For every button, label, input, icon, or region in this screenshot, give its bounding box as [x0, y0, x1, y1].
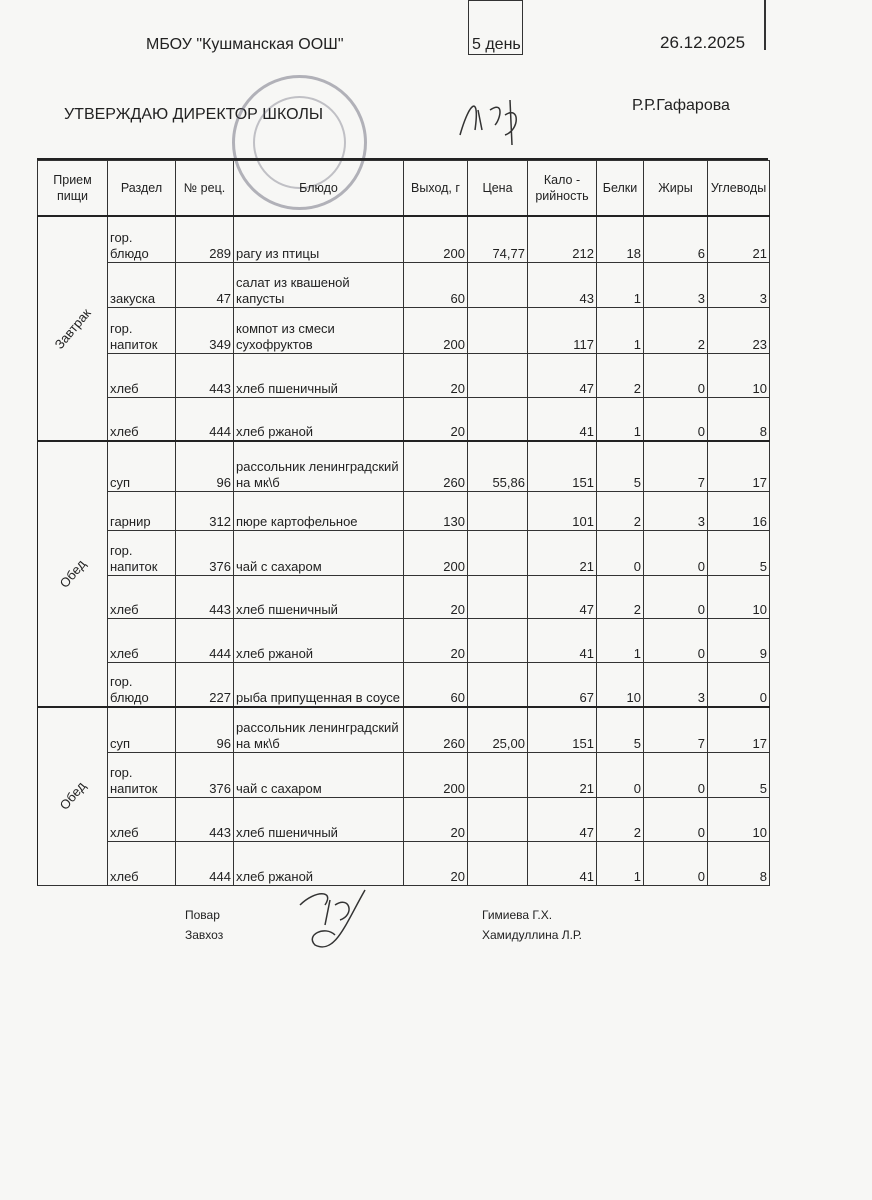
column-header: Прием пищи	[38, 161, 108, 217]
section-cell: гарнир	[108, 491, 176, 530]
section-cell: хлеб	[108, 797, 176, 841]
portion-cell: 60	[404, 262, 468, 307]
dish-cell: пюре картофельное	[234, 491, 404, 530]
section-cell: суп	[108, 707, 176, 752]
cook-label: Повар	[185, 908, 220, 922]
dish-cell: рыба припущенная в соусе	[234, 662, 404, 707]
fat-cell: 0	[644, 575, 708, 618]
section-cell: хлеб	[108, 575, 176, 618]
portion-cell: 60	[404, 662, 468, 707]
cook-signature	[295, 885, 385, 965]
protein-cell: 2	[597, 797, 644, 841]
portion-cell: 200	[404, 216, 468, 262]
portion-cell: 20	[404, 575, 468, 618]
meal-group	[38, 216, 108, 441]
fat-cell: 0	[644, 841, 708, 885]
fat-cell: 0	[644, 797, 708, 841]
portion-cell: 20	[404, 841, 468, 885]
dish-cell: хлеб пшеничный	[234, 353, 404, 397]
fat-cell: 3	[644, 662, 708, 707]
calories-cell: 47	[528, 797, 597, 841]
recipe-number-cell: 444	[176, 397, 234, 441]
column-header: Выход, г	[404, 161, 468, 217]
carbs-cell: 0	[708, 662, 770, 707]
carbs-cell: 21	[708, 216, 770, 262]
meal-group	[38, 441, 108, 707]
table-row	[38, 216, 770, 262]
director-name: Р.Р.Гафарова	[632, 97, 730, 114]
price-cell	[468, 307, 528, 353]
price-cell: 25,00	[468, 707, 528, 752]
section-cell: гор. напиток	[108, 530, 176, 575]
section-cell: гор. блюдо	[108, 216, 176, 262]
protein-cell: 18	[597, 216, 644, 262]
recipe-number-cell: 312	[176, 491, 234, 530]
section-cell: хлеб	[108, 397, 176, 441]
portion-cell: 200	[404, 307, 468, 353]
school-name: МБОУ "Кушманская ООШ"	[146, 36, 344, 53]
table-row	[38, 707, 770, 752]
recipe-number-cell: 444	[176, 841, 234, 885]
carbs-cell: 5	[708, 530, 770, 575]
recipe-number-cell: 376	[176, 752, 234, 797]
protein-cell: 10	[597, 662, 644, 707]
section-cell: суп	[108, 441, 176, 491]
protein-cell: 0	[597, 530, 644, 575]
section-cell: закуска	[108, 262, 176, 307]
dish-cell: салат из квашеной капусты	[234, 262, 404, 307]
dish-cell: хлеб пшеничный	[234, 797, 404, 841]
protein-cell: 2	[597, 491, 644, 530]
section-cell: хлеб	[108, 841, 176, 885]
calories-cell: 47	[528, 575, 597, 618]
table-row	[38, 841, 770, 885]
protein-cell: 2	[597, 353, 644, 397]
manager-name: Хамидуллина Л.Р.	[482, 928, 582, 942]
recipe-number-cell: 47	[176, 262, 234, 307]
carbs-cell: 3	[708, 262, 770, 307]
price-cell	[468, 797, 528, 841]
carbs-cell: 16	[708, 491, 770, 530]
meal-group-label: Обед	[56, 778, 89, 813]
dish-cell: хлеб ржаной	[234, 841, 404, 885]
section-cell: хлеб	[108, 618, 176, 662]
portion-cell: 20	[404, 618, 468, 662]
fat-cell: 6	[644, 216, 708, 262]
meal-group	[38, 707, 108, 885]
day-label: 5 день	[472, 36, 521, 53]
dish-cell: чай с сахаром	[234, 530, 404, 575]
recipe-number-cell: 227	[176, 662, 234, 707]
column-header: Цена	[468, 161, 528, 217]
table-row	[38, 491, 770, 530]
recipe-number-cell: 444	[176, 618, 234, 662]
column-header: Белки	[597, 161, 644, 217]
recipe-number-cell: 96	[176, 441, 234, 491]
calories-cell: 47	[528, 353, 597, 397]
column-header: Раздел	[108, 161, 176, 217]
dish-cell: хлеб ржаной	[234, 397, 404, 441]
price-cell	[468, 752, 528, 797]
price-cell	[468, 262, 528, 307]
dish-cell: хлеб ржаной	[234, 618, 404, 662]
calories-cell: 117	[528, 307, 597, 353]
section-cell: гор. напиток	[108, 307, 176, 353]
manager-label: Завхоз	[185, 928, 224, 942]
portion-cell: 260	[404, 707, 468, 752]
price-cell	[468, 618, 528, 662]
price-cell	[468, 841, 528, 885]
carbs-cell: 5	[708, 752, 770, 797]
calories-cell: 41	[528, 841, 597, 885]
calories-cell: 41	[528, 397, 597, 441]
column-header: Жиры	[644, 161, 708, 217]
column-header: Блюдо	[234, 161, 404, 217]
calories-cell: 43	[528, 262, 597, 307]
price-cell: 74,77	[468, 216, 528, 262]
calories-cell: 21	[528, 530, 597, 575]
dish-cell: рассольник ленинградский на мк\б	[234, 441, 404, 491]
portion-cell: 200	[404, 752, 468, 797]
recipe-number-cell: 443	[176, 797, 234, 841]
price-cell	[468, 491, 528, 530]
price-cell	[468, 353, 528, 397]
table-row	[38, 397, 770, 441]
recipe-number-cell: 349	[176, 307, 234, 353]
recipe-number-cell: 376	[176, 530, 234, 575]
carbs-cell: 10	[708, 797, 770, 841]
protein-cell: 2	[597, 575, 644, 618]
table-row	[38, 353, 770, 397]
carbs-cell: 8	[708, 841, 770, 885]
recipe-number-cell: 443	[176, 353, 234, 397]
recipe-number-cell: 289	[176, 216, 234, 262]
calories-cell: 101	[528, 491, 597, 530]
meal-group-label: Завтрак	[51, 305, 94, 352]
meal-group-label: Обед	[56, 556, 89, 591]
protein-cell: 1	[597, 397, 644, 441]
price-cell	[468, 530, 528, 575]
fat-cell: 3	[644, 491, 708, 530]
portion-cell: 130	[404, 491, 468, 530]
column-header: Кало - рийность	[528, 161, 597, 217]
protein-cell: 5	[597, 707, 644, 752]
calories-cell: 212	[528, 216, 597, 262]
fat-cell: 0	[644, 752, 708, 797]
table-row	[38, 530, 770, 575]
protein-cell: 1	[597, 307, 644, 353]
price-cell	[468, 575, 528, 618]
recipe-number-cell: 443	[176, 575, 234, 618]
protein-cell: 1	[597, 262, 644, 307]
calories-cell: 21	[528, 752, 597, 797]
portion-cell: 20	[404, 397, 468, 441]
portion-cell: 20	[404, 797, 468, 841]
table-row	[38, 797, 770, 841]
dish-cell: рассольник ленинградский на мк\б	[234, 707, 404, 752]
carbs-cell: 9	[708, 618, 770, 662]
carbs-cell: 17	[708, 441, 770, 491]
dish-cell: чай с сахаром	[234, 752, 404, 797]
dish-cell: компот из смеси сухофруктов	[234, 307, 404, 353]
table-header-row	[38, 161, 770, 217]
protein-cell: 1	[597, 841, 644, 885]
portion-cell: 20	[404, 353, 468, 397]
table-row	[38, 575, 770, 618]
fat-cell: 0	[644, 397, 708, 441]
portion-cell: 260	[404, 441, 468, 491]
price-cell: 55,86	[468, 441, 528, 491]
date: 26.12.2025	[660, 33, 746, 52]
section-cell: гор. напиток	[108, 752, 176, 797]
menu-table	[37, 160, 770, 886]
fat-cell: 7	[644, 441, 708, 491]
table-row	[38, 262, 770, 307]
carbs-cell: 10	[708, 353, 770, 397]
fat-cell: 7	[644, 707, 708, 752]
portion-cell: 200	[404, 530, 468, 575]
fat-cell: 2	[644, 307, 708, 353]
calories-cell: 151	[528, 441, 597, 491]
fat-cell: 0	[644, 530, 708, 575]
protein-cell: 1	[597, 618, 644, 662]
table-row	[38, 662, 770, 707]
calories-cell: 41	[528, 618, 597, 662]
price-cell	[468, 662, 528, 707]
dish-cell: хлеб пшеничный	[234, 575, 404, 618]
director-signature	[450, 90, 540, 150]
fat-cell: 0	[644, 618, 708, 662]
table-row	[38, 441, 770, 491]
fat-cell: 3	[644, 262, 708, 307]
price-cell	[468, 397, 528, 441]
column-header: Углеводы	[708, 161, 770, 217]
section-cell: хлеб	[108, 353, 176, 397]
dish-cell: рагу из птицы	[234, 216, 404, 262]
approve-label: УТВЕРЖДАЮ ДИРЕКТОР ШКОЛЫ	[64, 106, 324, 123]
carbs-cell: 17	[708, 707, 770, 752]
column-header: № рец.	[176, 161, 234, 217]
table-row	[38, 752, 770, 797]
table-row	[38, 307, 770, 353]
protein-cell: 5	[597, 441, 644, 491]
carbs-cell: 8	[708, 397, 770, 441]
carbs-cell: 23	[708, 307, 770, 353]
calories-cell: 151	[528, 707, 597, 752]
section-cell: гор. блюдо	[108, 662, 176, 707]
divider	[764, 0, 766, 50]
protein-cell: 0	[597, 752, 644, 797]
cook-name: Гимиева Г.Х.	[482, 908, 553, 922]
carbs-cell: 10	[708, 575, 770, 618]
calories-cell: 67	[528, 662, 597, 707]
fat-cell: 0	[644, 353, 708, 397]
recipe-number-cell: 96	[176, 707, 234, 752]
table-row	[38, 618, 770, 662]
